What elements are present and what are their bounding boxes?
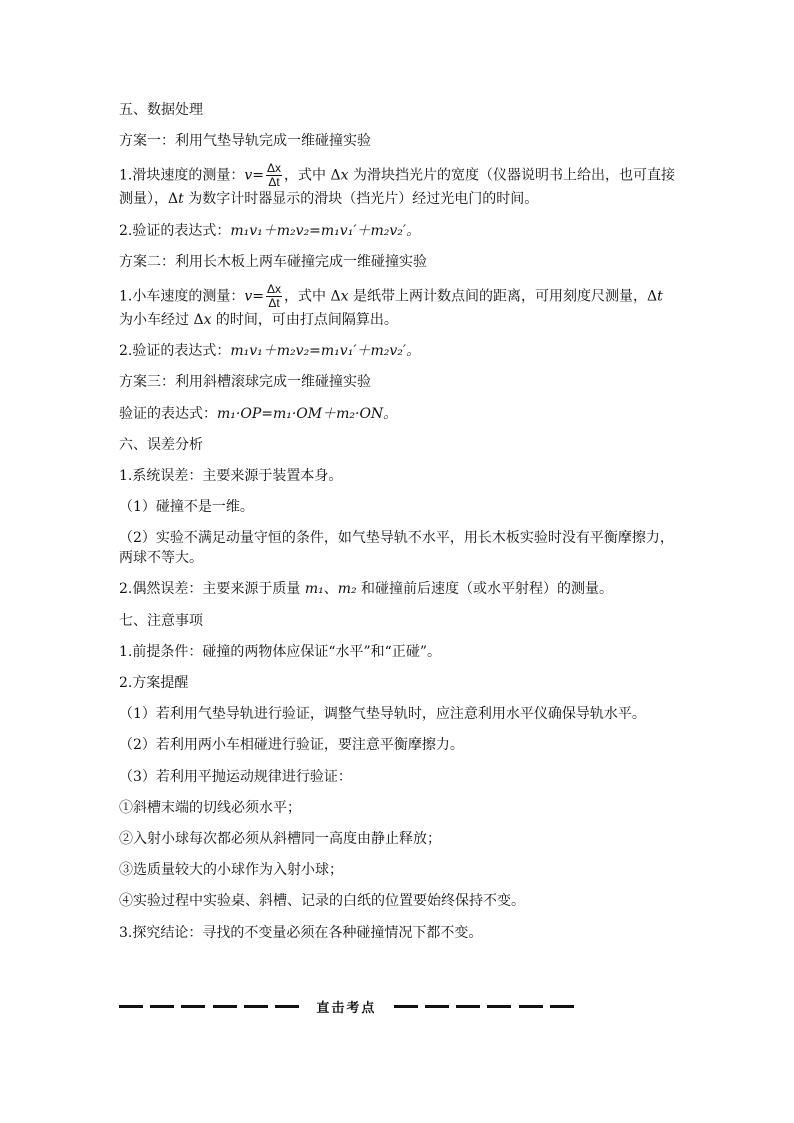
fraction-numerator: Δx	[267, 281, 282, 296]
var-m1: m₁	[304, 581, 324, 598]
note-item-2: （2）若利用两小车相碰进行验证，要注意平衡摩擦力。	[119, 737, 464, 754]
divider-label: 直击考点	[316, 1000, 377, 1016]
note-sub-1: ①斜槽末端的切线必须水平；	[119, 799, 301, 816]
error-random	[119, 579, 679, 599]
separator: 、	[323, 581, 338, 598]
formula-label: 验证的表达式：	[119, 405, 217, 422]
plan-two-formula	[119, 341, 679, 361]
dash	[275, 1005, 299, 1008]
note-item-3: （3）若利用平抛运动规律进行验证：	[119, 768, 352, 785]
section-heading-data-processing: 五、数据处理	[119, 102, 203, 118]
dash	[519, 1005, 543, 1008]
equals: =	[252, 288, 265, 305]
var-t: t	[178, 191, 184, 208]
error-item-2: （2）实验不满足动量守恒的条件，如气垫导轨不水平，用长木板实验时没有平衡摩擦力，两球不等大。	[119, 530, 674, 567]
dash	[150, 1005, 174, 1008]
fraction-numerator: Δx	[267, 161, 282, 176]
note-plan-reminder: 2.方案提醒	[119, 675, 189, 691]
fraction	[266, 162, 282, 189]
dash	[394, 1005, 418, 1008]
section-divider	[119, 996, 574, 1016]
formula: m₁v₁＋m₂v₂=m₁v₁′＋m₂v₂′。	[230, 222, 421, 239]
fraction-denominator: Δt	[268, 175, 280, 190]
plan-three-title: 方案三：利用斜槽滚球完成一维碰撞实验	[119, 374, 371, 391]
text: 2.偶然误差：主要来源于质量	[119, 581, 305, 598]
note-item-1: （1）若利用气垫导轨进行验证，调整气垫导轨时，应注意利用水平仪确保导轨水平。	[119, 706, 646, 723]
var-x: x	[203, 311, 212, 328]
note-sub-4: ④实验过程中实验桌、斜槽、记录的白纸的位置要始终保持不变。	[119, 893, 525, 910]
section-heading-notes: 七、注意事项	[119, 612, 203, 629]
note-conclusion: 3.探究结论：寻找的不变量必须在各种碰撞情况下都不变。	[119, 924, 483, 941]
note-sub-2: ②入射小球每次都必须从斜槽同一高度由静止释放；	[119, 830, 441, 847]
error-systematic: 1.系统误差：主要来源于装置本身。	[119, 467, 343, 484]
text: 是纸带上两计数点间的距离，可用刻度尺测量，Δ	[348, 288, 658, 305]
note-precondition: 1.前提条件：碰撞的两物体应保证“水平”和“正碰”。	[119, 643, 441, 660]
section-heading-error-analysis: 六、误差分析	[119, 436, 203, 453]
var-x: x	[340, 167, 349, 184]
var-v: v	[244, 288, 253, 305]
dash	[425, 1005, 449, 1008]
plan-two-speed-measurement	[119, 283, 679, 330]
text: 1.小车速度的测量：	[119, 288, 245, 305]
fraction	[266, 283, 282, 310]
equals: =	[252, 167, 265, 184]
note-sub-3: ③选质量较大的小球作为入射小球；	[119, 862, 343, 879]
formula-label: 2.验证的表达式：	[119, 222, 231, 239]
dash	[244, 1005, 268, 1008]
plan-one-title: 方案一：利用气垫导轨完成一维碰撞实验	[119, 133, 371, 150]
dash	[213, 1005, 237, 1008]
plan-one-formula	[119, 221, 679, 241]
text: ，式中 Δ	[284, 288, 341, 305]
dash	[181, 1005, 205, 1008]
text: 为小车经过 Δ	[119, 311, 204, 328]
formula: m₁·OP=m₁·OM＋m₂·ON。	[217, 405, 398, 422]
var-x: x	[340, 288, 349, 305]
plan-three-formula	[119, 404, 679, 424]
text: 为数字计时器显示的滑块（挡光片）经过光电门的时间。	[183, 191, 539, 208]
text: 为滑块挡光片的宽度（仪器说明书上给出，也可直接测量），Δ	[119, 167, 675, 208]
dash	[456, 1005, 480, 1008]
text: ，式中 Δ	[284, 167, 341, 184]
plan-one-speed-measurement	[119, 162, 679, 209]
var-t: t	[657, 288, 663, 305]
error-item-1: （1）碰撞不是一维。	[119, 499, 254, 516]
dash	[550, 1005, 574, 1008]
dash	[119, 1005, 143, 1008]
document-body	[119, 100, 679, 954]
text: 和碰撞前后速度（或水平射程）的测量。	[356, 581, 614, 598]
dash	[487, 1005, 511, 1008]
plan-two-title: 方案二：利用长木板上两车碰撞完成一维碰撞实验	[119, 253, 427, 270]
text: 1.滑块速度的测量：	[119, 167, 245, 184]
var-m2: m₂	[337, 581, 357, 598]
fraction-denominator: Δt	[268, 295, 280, 310]
formula: m₁v₁＋m₂v₂=m₁v₁′＋m₂v₂′。	[230, 343, 421, 360]
text: 的时间，可由打点间隔算出。	[211, 311, 398, 328]
formula-label: 2.验证的表达式：	[119, 343, 231, 360]
var-v: v	[244, 167, 253, 184]
